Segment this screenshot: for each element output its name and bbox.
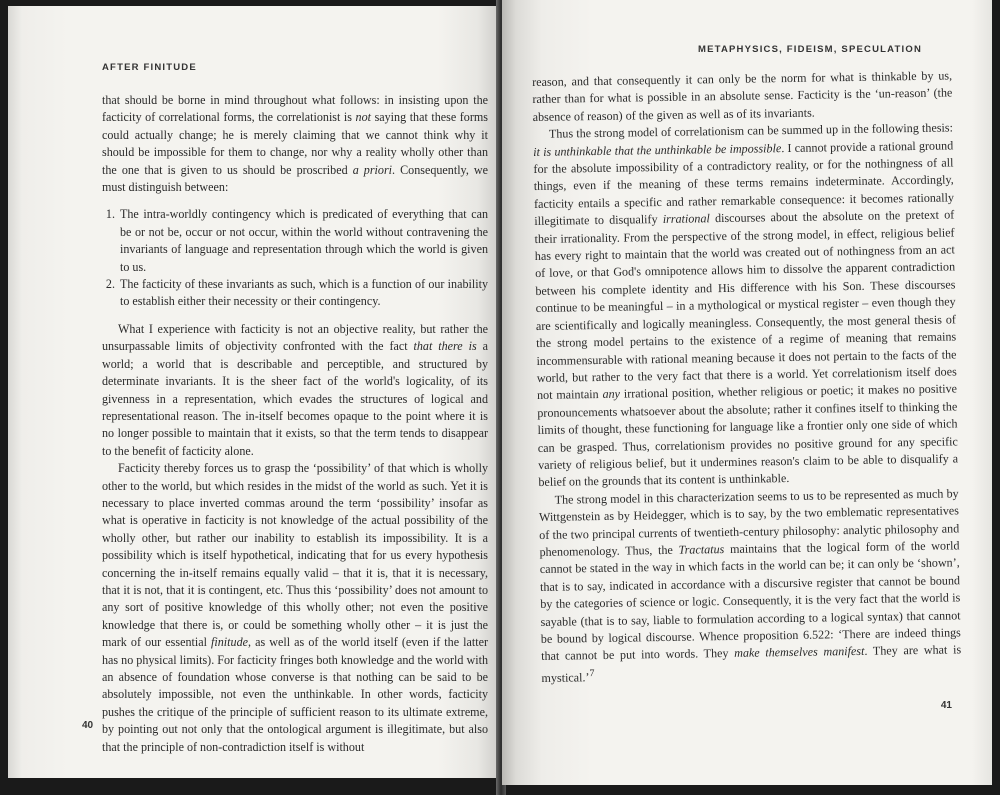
list-item: 2. The facticity of these invariants as such, which is a function of our inability to establish either their necessity or their contingency. xyxy=(118,276,488,311)
right-page xyxy=(502,0,992,785)
left-body-text xyxy=(102,92,488,756)
page-number-left: 40 xyxy=(82,720,94,731)
page-number-right: 41 xyxy=(940,700,952,711)
paragraph: reason, and that consequently it can only be the norm for what is thinkable by us, rather than for what is possible in an absolute sense. Facticity is the ‘un-reason’ (the absence of reason) of the given as well as of its invariants. xyxy=(532,68,953,124)
distinction-list xyxy=(102,206,488,310)
paragraph: The strong model in this characterization seems to us to be represented as much by Wittgenstein as by Heidegger, which is to say, by the two emblematic representatives of the two principal currents of twentieth-century philosophy: analytic philosophy and phenomenology. Thus, the Tractatus maintains that the logical form of the world cannot be stated in the way in which facts in the world can be; it can only be ‘shown’, that is to say, indicated in accordance with a discursive register that cannot be bound by the categories of science or logic. Consequently, it is the very fact that the world is sayable (that is to say, liable to formulation according to a logical syntax) that cannot be bound by logical discourse. Whence proposition 6.522: ‘There are indeed things that cannot be put into words. They make themselves manifest. They are what is mystical.’$^7$ xyxy=(538,486,962,685)
list-item: 1. The intra-worldly contingency which is predicated of everything that can be or not be, occur or not occur, within the world without contravening the invariants of language and representation through which the world is given to us. xyxy=(118,206,488,276)
left-page xyxy=(8,6,498,778)
running-head-left: AFTER FINITUDE xyxy=(102,62,197,73)
paragraph: Thus the strong model of correlationism can be summed up in the following thesis: it is unthinkable that the unthinkable be impossible. I cannot provide a rational ground for the absolute impossibility of a contradictory reality, or for the nothingness of all things, even if the meaning of these terms remains indeterminate. Accordingly, facticity entails a specific and rather remarkable consequence: it becomes rationally illegitimate to disqualify irrational discourses about the absolute on the pretext of their irrationality. From the perspective of the strong model, in effect, religious belief has every right to maintain that the world was created out of nothingness from an act of love, or that God's omnipotence allows him to dissolve the apparent contradiction between his complete identity and His difference with his Son. These discourses continue to be meaningful – in a mythological or mystical register – even though they are scientifically and logically meaningless. Consequently, the most general thesis of the strong model pertains to the existence of a regime of meaning that remains incommensurable with rational meaning because it does not pertain to the facts of the world, but rather to the very fact that there is a world. Yet correlationism itself does not maintain any irrational position, whether religious or poetic; it makes no positive pronouncements whatsoever about the absolute; rather it confines itself to thinking the limits of thought, these functioning for language like a frontier only one side of which can be grasped. Thus, correlationism provides no positive ground for any specific variety of religious belief, but it undermines reason's claim to be able to disqualify a belief on the grounds that its content is unthinkable. xyxy=(533,120,959,490)
paragraph: that should be borne in mind throughout what follows: in insisting upon the facticity of correlational forms, the correlationist is not saying that these forms could actually change; he is merely claiming that we cannot think why it should be impossible for them to change, nor why a reality wholly other than the one that is given to us should be proscribed a priori. Consequently, we must distinguish between: xyxy=(102,93,488,195)
footnote-marker[interactable]: 7 xyxy=(589,667,595,679)
paragraph: What I experience with facticity is not an objective reality, but rather the unsurpassable limits of objectivity confronted with the fact that there is a world; a world that is describable and perceptible, and structured by determinate invariants. It is the sheer fact of the world's logicality, of its givenness in a representation, which evades the structures of logical and representational reason. The in-itself becomes opaque to the point where it is no longer possible to maintain that it exists, so that the term tends to disappear to the benefit of facticity alone. xyxy=(102,321,488,458)
right-body-text xyxy=(532,67,962,687)
paragraph: Facticity thereby forces us to grasp the ‘possibility’ of that which is wholly other to the world, but which resides in the midst of the world as such. Yet it is necessary to place inverted commas around the term ‘possibility’ insofar as what is operative in facticity is not knowledge of the actual possibility of the wholly other, but rather our inability to establish its impossibility. It is a possibility which is itself hypothetical, indicating that for us every hypothesis concerning the in-itself remains equally valid – that it is, that it is necessary, that it is not, that it is contingent, etc. Thus this ‘possibility’ does not amount to any sort of positive knowledge of this wholly other; not even the positive knowledge that there is, or could be something wholly other – it is just the mark of our essential finitude, as well as of the world itself (even if the latter has no physical limits). For facticity fringes both knowledge and the world with an absence of foundation whose converse is that nothing can be said to be absolutely impossible, not even the unthinkable. In other words, facticity pushes the critique of the principle of sufficient reason to its ultimate extreme, by pointing out not only that the ontological argument is illegitimate, but also that the principle of non-contradiction itself is without xyxy=(102,461,489,754)
running-head-right: METAPHYSICS, FIDEISM, SPECULATION xyxy=(698,44,922,55)
